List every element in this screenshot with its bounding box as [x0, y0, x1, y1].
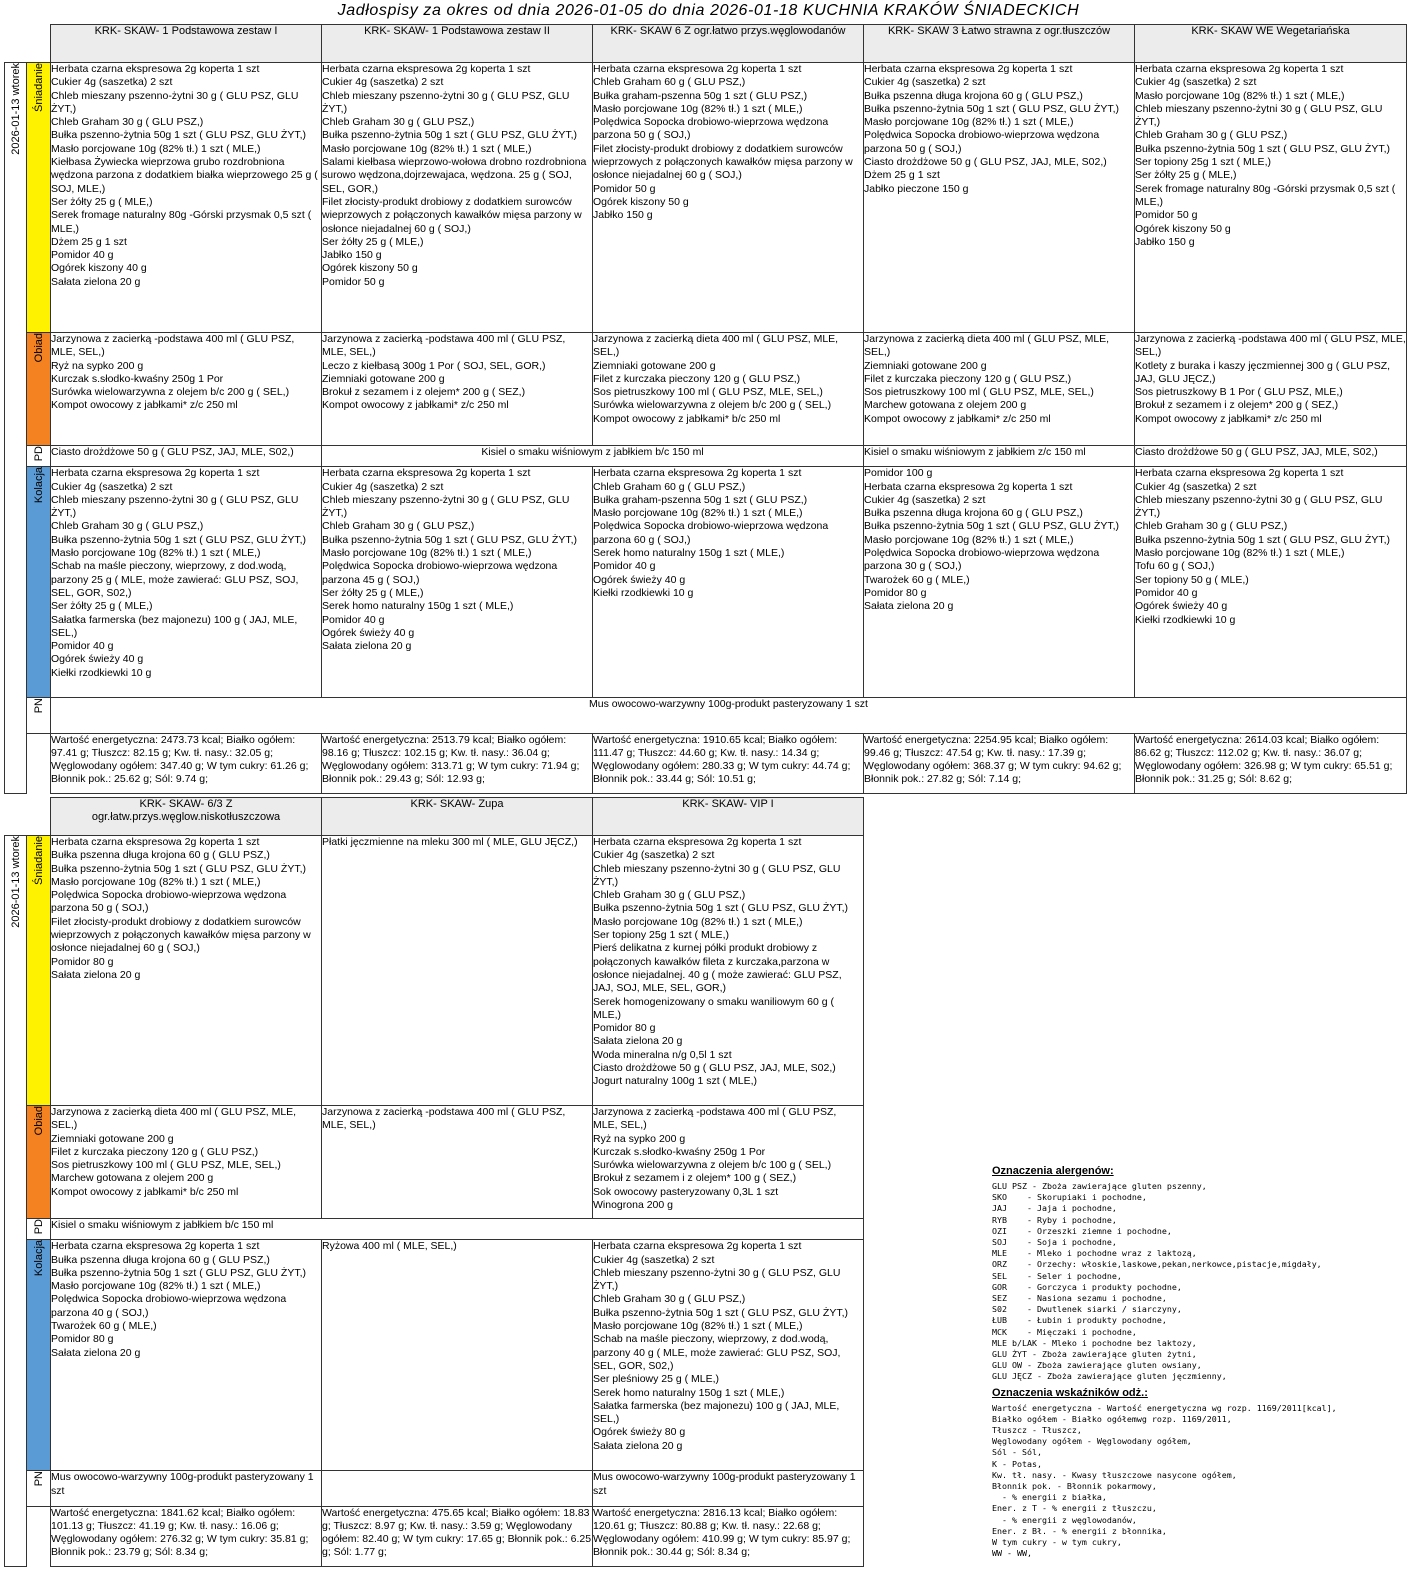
diet-column-header: KRK- SKAW WE Wegetariańska [1135, 25, 1407, 63]
menu-cell: Herbata czarna ekspresowa 2g koperta 1 szt Bułka pszenna długa krojona 60 g ( GLU PSZ,) Bułka pszenno-żytnia 50g 1 szt ( GLU PSZ, GLU ŻYT,) Masło porcjowane 10g (82% tł.) 1 szt ( MLE,) Polędwica Sopocka drobiowo-wieprzowa wędzona parzona 50 g ( SOJ,) Filet złocisty-produkt drobiowy z dodatkiem surowców wieprzowych z połączonych kawałków mięsa parzony w osłonce niejadalnej 60 g ( SOJ,) Pomidor 80 g Sałata zielona 20 g [51, 836, 322, 1106]
diet-column-header: KRK- SKAW- 1 Podstawowa zestaw II [322, 25, 593, 63]
menu-cell: Herbata czarna ekspresowa 2g koperta 1 szt Cukier 4g (saszetka) 2 szt Chleb mieszany pszenno-żytni 30 g ( GLU PSZ, GLU ŻYT,) Chleb Graham 30 g ( GLU PSZ,) Bułka pszenno-żytnia 50g 1 szt ( GLU PSZ, GLU ŻYT,) Masło porcjowane 10g (82% tł.) 1 szt ( MLE,) Salami kiełbasa wieprzowo-wołowa drobno rozdrobniona surowo wędzona,dojrzewajaca, wędzona. 25 g ( SOJ, SEL, GOR,) Filet złocisty-produkt drobiowy z dodatkiem surowców wieprzowych z połączonych kawałków mięsa parzony w osłonce niejadalnej 60 g ( SOJ,) Ser żółty 25 g ( MLE,) Jabłko 150 g Ogórek kiszony 50 g Pomidor 50 g [322, 63, 593, 333]
legend-line: ORZ - Orzechy: włoskie,laskowe,pekan,nerkowce,pistacje,migdały, [992, 1259, 1322, 1270]
legend-line: MLE b/LAK - Mleko i pochodne bez laktozy, [992, 1337, 1197, 1348]
legend-line: SEL - Seler i pochodne, [992, 1270, 1122, 1281]
date-cell [5, 836, 27, 1567]
indicator-legend-title: Oznaczenia wskaźników odż.: [992, 1386, 1148, 1399]
legend-line: Sól - Sól, [992, 1447, 1042, 1458]
meal-label-text: Obiad [32, 333, 45, 363]
legend-line: Białko ogółem - Białko ogółemwg rozp. 1169/2011, [992, 1413, 1232, 1424]
menu-cell: Herbata czarna ekspresowa 2g koperta 1 szt Cukier 4g (saszetka) 2 szt Bułka pszenna długa krojona 60 g ( GLU PSZ,) Bułka pszenno-żytnia 50g 1 szt ( GLU PSZ, GLU ŻYT,) Masło porcjowane 10g (82% tł.) 1 szt ( MLE,) Polędwica Sopocka drobiowo-wieprzowa wędzona parzona 50 g ( SOJ,) Ciasto drożdżowe 50 g ( GLU PSZ, JAJ, MLE, S02,) Dżem 25 g 1 szt Jabłko pieczone 150 g [864, 63, 1135, 333]
menu-cell: Herbata czarna ekspresowa 2g koperta 1 szt Chleb Graham 60 g ( GLU PSZ,) Bułka graham-pszenna 50g 1 szt ( GLU PSZ,) Masło porcjowane 10g (82% tł.) 1 szt ( MLE,) Polędwica Sopocka drobiowo-wieprzowa wędzona parzona 60 g ( SOJ,) Serek homo naturalny 150g 1 szt ( MLE,) Pomidor 40 g Ogórek świeży 40 g Kiełki rzodkiewki 10 g [593, 467, 864, 698]
menu-table-2 [4, 797, 864, 1567]
empty-cell [27, 1507, 51, 1567]
date-label: 2026-01-13 wtorek [9, 63, 22, 155]
legend-line: - % energii z węglowodanów, [992, 1514, 1137, 1525]
empty-cell [27, 734, 51, 794]
nutrition-cell: Wartość energetyczna: 2254.95 kcal; Białko ogółem: 99.46 g; Tłuszcz: 47.54 g; Kw. tł. nasy.: 17.39 g; Węglowodany ogółem: 368.37 g; W tym cukry: 94.62 g; Błonnik pok.: 27.82 g; Sól: 7.14 g; [864, 734, 1135, 794]
nutrition-cell: Wartość energetyczna: 1841.62 kcal; Białko ogółem: 101.13 g; Tłuszcz: 41.19 g; Kw. tł. nasy.: 16.06 g; Węglowodany ogółem: 276.32 g; W tym cukry: 35.81 g; Błonnik pok.: 23.79 g; Sól: 8.34 g; [51, 1507, 322, 1567]
menu-cell: Mus owocowo-warzywny 100g-produkt pasteryzowany 1 szt [593, 1471, 864, 1507]
legend-line: GLU JĘCZ - Zboża zawierające gluten jęczmienny, [992, 1371, 1227, 1382]
menu-cell: Mus owocowo-warzywny 100g-produkt pasteryzowany 1 szt [51, 1471, 322, 1507]
legend-line: Ener. z Bł. - % energii z błonnika, [992, 1525, 1167, 1536]
legend-line: K - Potas, [992, 1458, 1042, 1469]
menu-cell: Jarzynowa z zacierką -podstawa 400 ml ( GLU PSZ, MLE, SEL,) [322, 1106, 593, 1219]
date-label: 2026-01-13 wtorek [9, 836, 22, 928]
meal-label-text: PD [32, 446, 45, 462]
date-cell [5, 63, 27, 794]
legend-line: Węglowodany ogółem - Węglowodany ogółem, [992, 1436, 1192, 1447]
diet-column-header: KRK- SKAW- 6/3 Z ogr.łatw.przys.węglow.niskotłuszczowa [51, 798, 322, 836]
menu-cell: Jarzynowa z zacierką -podstawa 400 ml ( GLU PSZ, MLE, SEL,) Kotlety z buraka i kaszy jęczmiennej 300 g ( GLU PSZ, JAJ, GLU JĘCZ,) Sos pietruszkowy B 1 Por ( GLU PSZ, MLE,) Brokuł z sezamem i z olejem* 200 g ( SEZ,) Kompot owocowy z jabłkami* z/c 250 ml [1135, 333, 1407, 446]
menu-cell: Jarzynowa z zacierką -podstawa 400 ml ( GLU PSZ, MLE, SEL,) Leczo z kiełbasą 300g 1 Por ( SOJ, SEL, GOR,) Ziemniaki gotowane 200 g Brokuł z sezamem i z olejem* 200 g ( SEZ,) Kompot owocowy z jabłkami* z/c 250 ml [322, 333, 593, 446]
nutrition-cell: Wartość energetyczna: 2816.13 kcal; Białko ogółem: 120.61 g; Tłuszcz: 80.88 g; Kw. tł. nasy.: 22.68 g; Węglowodany ogółem: 410.99 g; W tym cukry: 85.97 g; Błonnik pok.: 30.44 g; Sól: 8.34 g; [593, 1507, 864, 1567]
legend-line: JAJ - Jaja i pochodne, [992, 1203, 1117, 1214]
legend [990, 1165, 1410, 1564]
menu-cell: Kisiel o smaku wiśniowym z jabłkiem z/c 150 ml [864, 446, 1135, 467]
legend-line: Tłuszcz - Tłuszcz, [992, 1425, 1082, 1436]
menu-cell: Ryżowa 400 ml ( MLE, SEL,) [322, 1240, 593, 1471]
diet-column-header: KRK- SKAW 6 Z ogr.łatwo przys.węglowodanów [593, 25, 864, 63]
legend-line: S02 - Dwutlenek siarki / siarczyny, [992, 1304, 1182, 1315]
legend-line: - % energii z białka, [992, 1492, 1107, 1503]
meal-label-text: Śniadanie [32, 63, 45, 112]
menu-cell: Jarzynowa z zacierką -podstawa 400 ml ( GLU PSZ, MLE, SEL,) Ryż na sypko 200 g Kurczak s.słodko-kwaśny 250g 1 Por Surówka wielowarzywna z olejem b/c 200 g ( SEL,) Kompot owocowy z jabłkami* z/c 250 ml [51, 333, 322, 446]
meal-label-breakfast [27, 63, 51, 333]
legend-line: SKO - Skorupiaki i pochodne, [992, 1192, 1147, 1203]
legend-line: SOJ - Soja i pochodne, [992, 1237, 1117, 1248]
legend-line: GLU ŻYT - Zboża zawierające gluten żytni, [992, 1349, 1197, 1360]
nutrition-cell: Wartość energetyczna: 475.65 kcal; Białko ogółem: 18.83 g; Tłuszcz: 8.97 g; Kw. tł. nasy.: 3.59 g; Węglowodany ogółem: 82.40 g; W tym cukry: 17.65 g; Błonnik pok.: 6.25 g; Sól: 1.77 g; [322, 1507, 593, 1567]
menu-cell: Herbata czarna ekspresowa 2g koperta 1 szt Cukier 4g (saszetka) 2 szt Chleb mieszany pszenno-żytni 30 g ( GLU PSZ, GLU ŻYT,) Chleb Graham 30 g ( GLU PSZ,) Bułka pszenno-żytnia 50g 1 szt ( GLU PSZ, GLU ŻYT,) Masło porcjowane 10g (82% tł.) 1 szt ( MLE,) Ser topiony 25g 1 szt ( MLE,) Pierś delikatna z kurnej półki produkt drobiowy z połączonych kawałków fileta z kurczaka,parzona w osłonce niejadalnej. 40 g ( może zawierać: GLU PSZ, JAJ, SOJ, MLE, SEL, GOR,) Serek homogenizowany o smaku waniliowym 60 g ( MLE,) Pomidor 80 g Sałata zielona 20 g Woda mineralna n/g 0,5l 1 szt Ciasto drożdżowe 50 g ( GLU PSZ, JAJ, MLE, S02,) Jogurt naturalny 100g 1 szt ( MLE,) [593, 836, 864, 1106]
menu-cell: Herbata czarna ekspresowa 2g koperta 1 szt Cukier 4g (saszetka) 2 szt Chleb mieszany pszenno-żytni 30 g ( GLU PSZ, GLU ŻYT,) Chleb Graham 30 g ( GLU PSZ,) Bułka pszenno-żytnia 50g 1 szt ( GLU PSZ, GLU ŻYT,) Masło porcjowane 10g (82% tł.) 1 szt ( MLE,) Tofu 60 g ( SOJ,) Ser topiony 50 g ( MLE,) Pomidor 40 g Ogórek świeży 40 g Kiełki rzodkiewki 10 g [1135, 467, 1407, 698]
legend-line: GLU PSZ - Zboża zawierające gluten pszenny, [992, 1181, 1207, 1191]
nutrition-cell: Wartość energetyczna: 2473.73 kcal; Białko ogółem: 97.41 g; Tłuszcz: 82.15 g; Kw. tł. nasy.: 32.05 g; Węglowodany ogółem: 347.40 g; W tym cukry: 61.26 g; Błonnik pok.: 25.62 g; Sól: 9.74 g; [51, 734, 322, 794]
diet-column-header: KRK- SKAW- 1 Podstawowa zestaw I [51, 25, 322, 63]
menu-cell: Pomidor 100 g Herbata czarna ekspresowa 2g koperta 1 szt Cukier 4g (saszetka) 2 szt Bułka pszenna długa krojona 60 g ( GLU PSZ,) Bułka pszenno-żytnia 50g 1 szt ( GLU PSZ, GLU ŻYT,) Masło porcjowane 10g (82% tł.) 1 szt ( MLE,) Polędwica Sopocka drobiowo-wieprzowa wędzona parzona 30 g ( SOJ,) Twarożek 60 g ( MLE,) Pomidor 80 g Sałata zielona 20 g [864, 467, 1135, 698]
menu-cell: Jarzynowa z zacierką dieta 400 ml ( GLU PSZ, MLE, SEL,) Ziemniaki gotowane 200 g Filet z kurczaka pieczony 120 g ( GLU PSZ,) Sos pietruszkowy 100 ml ( GLU PSZ, MLE, SEL,) Surówka wielowarzywna z olejem b/c 200 g ( SEL,) Kompot owocowy z jabłkami* b/c 250 ml [593, 333, 864, 446]
legend-line: Błonnik pok. - Błonnik pokarmowy, [992, 1481, 1157, 1492]
meal-label-dinner [27, 467, 51, 698]
menu-cell: Ciasto drożdżowe 50 g ( GLU PSZ, JAJ, MLE, S02,) [1135, 446, 1407, 467]
page-title: Jadłospisy za okres od dnia 2026-01-05 do dnia 2026-01-18 KUCHNIA KRAKÓW ŚNIADECKICH [337, 2, 1080, 19]
meal-label-text: Kolacja [32, 1240, 45, 1277]
legend-line: GOR - Gorczyca i produkty pochodne, [992, 1281, 1182, 1292]
menu-cell: Herbata czarna ekspresowa 2g koperta 1 szt Cukier 4g (saszetka) 2 szt Chleb mieszany pszenno-żytni 30 g ( GLU PSZ, GLU ŻYT,) Chleb Graham 30 g ( GLU PSZ,) Bułka pszenno-żytnia 50g 1 szt ( GLU PSZ, GLU ŻYT,) Masło porcjowane 10g (82% tł.) 1 szt ( MLE,) Schab na maśle pieczony, wieprzowy, z dod.wodą, parzony 40 g ( MLE, może zawierać: GLU PSZ, SOJ, SEL, GOR, S02,) Ser pleśniowy 25 g ( MLE,) Serek homo naturalny 150g 1 szt ( MLE,) Sałatka farmerska (bez majonezu) 100 g ( JAJ, MLE, SEL,) Ogórek świeży 80 g Sałata zielona 20 g [593, 1240, 864, 1471]
legend-line: WW - WW, [992, 1548, 1032, 1559]
menu-cell: Płatki jęczmienne na mleku 300 ml ( MLE, GLU JĘCZ,) [322, 836, 593, 1106]
legend-line: Kw. tł. nasy. - Kwasy tłuszczowe nasycone ogółem, [992, 1469, 1237, 1480]
meal-label-text: Obiad [32, 1106, 45, 1136]
diet-column-header: KRK- SKAW 3 Łatwo strawna z ogr.tłuszczów [864, 25, 1135, 63]
menu-cell: Mus owocowo-warzywny 100g-produkt pasteryzowany 1 szt [51, 698, 1407, 734]
meal-label-pd [27, 1219, 51, 1240]
meal-label-text: PN [32, 1471, 45, 1487]
menu-cell: Kisiel o smaku wiśniowym z jabłkiem b/c 150 ml [51, 1219, 864, 1240]
legend-line: RYB - Ryby i pochodne, [992, 1214, 1117, 1225]
allergen-legend-list [992, 1181, 1410, 1383]
meal-label-text: Śniadanie [32, 836, 45, 885]
nutrition-cell: Wartość energetyczna: 2614.03 kcal; Białko ogółem: 86.62 g; Tłuszcz: 112.02 g; Kw. tł. nasy.: 36.07 g; Węglowodany ogółem: 326.98 g; W tym cukry: 65.51 g; Błonnik pok.: 31.25 g; Sól: 8.62 g; [1135, 734, 1407, 794]
menu-cell: Herbata czarna ekspresowa 2g koperta 1 szt Bułka pszenna długa krojona 60 g ( GLU PSZ,) Bułka pszenno-żytnia 50g 1 szt ( GLU PSZ, GLU ŻYT,) Masło porcjowane 10g (82% tł.) 1 szt ( MLE,) Polędwica Sopocka drobiowo-wieprzowa wędzona parzona 40 g ( SOJ,) Twarożek 60 g ( MLE,) Pomidor 80 g Sałata zielona 20 g [51, 1240, 322, 1471]
menu-cell: Ciasto drożdżowe 50 g ( GLU PSZ, JAJ, MLE, S02,) [51, 446, 322, 467]
meal-label-text: PD [32, 1219, 45, 1235]
meal-label-text: PN [32, 698, 45, 714]
menu-cell: Jarzynowa z zacierką dieta 400 ml ( GLU PSZ, MLE, SEL,) Ziemniaki gotowane 200 g Filet z kurczaka pieczony 120 g ( GLU PSZ,) Sos pietruszkowy 100 ml ( GLU PSZ, MLE, SEL,) Marchew gotowana z olejem 200 g Kompot owocowy z jabłkami* z/c 250 ml [864, 333, 1135, 446]
legend-line: ŁUB - Łubin i produkty pochodne, [992, 1315, 1167, 1326]
meal-label-pn [27, 1471, 51, 1507]
meal-label-breakfast [27, 836, 51, 1106]
legend-line: MCK - Mięczaki i pochodne, [992, 1326, 1137, 1337]
allergen-legend-title: Oznaczenia alergenów: [992, 1165, 1114, 1177]
meal-label-pn [27, 698, 51, 734]
menu-cell: Herbata czarna ekspresowa 2g koperta 1 szt Cukier 4g (saszetka) 2 szt Chleb mieszany pszenno-żytni 30 g ( GLU PSZ, GLU ŻYT,) Chleb Graham 30 g ( GLU PSZ,) Bułka pszenno-żytnia 50g 1 szt ( GLU PSZ, GLU ŻYT,) Masło porcjowane 10g (82% tł.) 1 szt ( MLE,) Polędwica Sopocka drobiowo-wieprzowa wędzona parzona 45 g ( SOJ,) Ser żółty 25 g ( MLE,) Serek homo naturalny 150g 1 szt ( MLE,) Pomidor 40 g Ogórek świeży 40 g Sałata zielona 20 g [322, 467, 593, 698]
menu-cell: Herbata czarna ekspresowa 2g koperta 1 szt Cukier 4g (saszetka) 2 szt Masło porcjowane 10g (82% tł.) 1 szt ( MLE,) Chleb mieszany pszenno-żytni 30 g ( GLU PSZ, GLU ŻYT,) Chleb Graham 30 g ( GLU PSZ,) Bułka pszenno-żytnia 50g 1 szt ( GLU PSZ, GLU ŻYT,) Ser topiony 25g 1 szt ( MLE,) Ser żółty 25 g ( MLE,) Serek fromage naturalny 80g -Górski przysmak 0,5 szt ( MLE,) Pomidor 50 g Ogórek kiszony 50 g Jabłko 150 g [1135, 63, 1407, 333]
meal-label-lunch [27, 1106, 51, 1219]
menu-cell: Herbata czarna ekspresowa 2g koperta 1 szt Cukier 4g (saszetka) 2 szt Chleb mieszany pszenno-żytni 30 g ( GLU PSZ, GLU ŻYT,) Chleb Graham 30 g ( GLU PSZ,) Bułka pszenno-żytnia 50g 1 szt ( GLU PSZ, GLU ŻYT,) Masło porcjowane 10g (82% tł.) 1 szt ( MLE,) Schab na maśle pieczony, wieprzowy, z dod.wodą, parzony 25 g ( MLE, może zawierać: GLU PSZ, SOJ, SEL, GOR, S02,) Ser żółty 25 g ( MLE,) Sałatka farmerska (bez majonezu) 100 g ( JAJ, MLE, SEL,) Pomidor 40 g Ogórek świeży 40 g Kiełki rzodkiewki 10 g [51, 467, 322, 698]
diet-column-header: KRK- SKAW- Zupa [322, 798, 593, 836]
legend-line: SEZ - Nasiona sezamu i pochodne, [992, 1293, 1167, 1304]
meal-label-text: Kolacja [32, 467, 45, 504]
menu-table-1 [4, 24, 1407, 794]
legend-line: GLU OW - Zboża zawierające gluten owsiany, [992, 1360, 1202, 1371]
indicator-legend-list [992, 1403, 1410, 1560]
meal-label-dinner [27, 1240, 51, 1471]
menu-cell: Kisiel o smaku wiśniowym z jabłkiem b/c 150 ml [322, 446, 864, 467]
meal-label-pd [27, 446, 51, 467]
menu-cell: Jarzynowa z zacierką -podstawa 400 ml ( GLU PSZ, MLE, SEL,) Ryż na sypko 200 g Kurczak s.słodko-kwaśny 250g 1 Por Surówka wielowarzywna z olejem b/c 100 g ( SEL,) Brokuł z sezamem i z olejem* 100 g ( SEZ,) Sok owocowy pasteryzowany 0,3L 1 szt Winogrona 200 g [593, 1106, 864, 1219]
nutrition-cell: Wartość energetyczna: 2513.79 kcal; Białko ogółem: 98.16 g; Tłuszcz: 102.15 g; Kw. tł. nasy.: 36.04 g; Węglowodany ogółem: 313.71 g; W tym cukry: 71.94 g; Błonnik pok.: 29.43 g; Sól: 12.93 g; [322, 734, 593, 794]
nutrition-cell: Wartość energetyczna: 1910.65 kcal; Białko ogółem: 111.47 g; Tłuszcz: 44.60 g; Kw. tł. nasy.: 14.34 g; Węglowodany ogółem: 280.33 g; W tym cukry: 44.74 g; Błonnik pok.: 33.44 g; Sól: 10.51 g; [593, 734, 864, 794]
legend-line: Ener. z T - % energii z tłuszczu, [992, 1503, 1157, 1514]
meal-label-lunch [27, 333, 51, 446]
diet-column-header: KRK- SKAW- VIP I [593, 798, 864, 836]
legend-line: Wartość energetyczna - Wartość energetyczna wg rozp. 1169/2011[kcal], [992, 1402, 1337, 1413]
menu-cell: Herbata czarna ekspresowa 2g koperta 1 szt Chleb Graham 60 g ( GLU PSZ,) Bułka graham-pszenna 50g 1 szt ( GLU PSZ,) Masło porcjowane 10g (82% tł.) 1 szt ( MLE,) Polędwica Sopocka drobiowo-wieprzowa wędzona parzona 50 g ( SOJ,) Filet złocisty-produkt drobiowy z dodatkiem surowców wieprzowych z połączonych kawałków mięsa parzony w osłonce niejadalnej 60 g ( SOJ,) Pomidor 50 g Ogórek kiszony 50 g Jabłko 150 g [593, 63, 864, 333]
menu-cell [322, 1471, 593, 1507]
legend-line: MLE - Mleko i pochodne wraz z laktozą, [992, 1248, 1197, 1259]
legend-line: W tym cukry - w tym cukry, [992, 1537, 1122, 1548]
menu-cell: Jarzynowa z zacierką dieta 400 ml ( GLU PSZ, MLE, SEL,) Ziemniaki gotowane 200 g Filet z kurczaka pieczony 120 g ( GLU PSZ,) Sos pietruszkowy 100 ml ( GLU PSZ, MLE, SEL,) Marchew gotowana z olejem 200 g Kompot owocowy z jabłkami* b/c 250 ml [51, 1106, 322, 1219]
menu-cell: Herbata czarna ekspresowa 2g koperta 1 szt Cukier 4g (saszetka) 2 szt Chleb mieszany pszenno-żytni 30 g ( GLU PSZ, GLU ŻYT,) Chleb Graham 30 g ( GLU PSZ,) Bułka pszenno-żytnia 50g 1 szt ( GLU PSZ, GLU ŻYT,) Masło porcjowane 10g (82% tł.) 1 szt ( MLE,) Kiełbasa Żywiecka wieprzowa grubo rozdrobniona wędzona parzona z dodatkiem białka wieprzowego 25 g ( SOJ, MLE,) Ser żółty 25 g ( MLE,) Serek fromage naturalny 80g -Górski przysmak 0,5 szt ( MLE,) Dżem 25 g 1 szt Pomidor 40 g Ogórek kiszony 40 g Sałata zielona 20 g [51, 63, 322, 333]
legend-line: OZI - Orzeszki ziemne i pochodne, [992, 1225, 1172, 1236]
